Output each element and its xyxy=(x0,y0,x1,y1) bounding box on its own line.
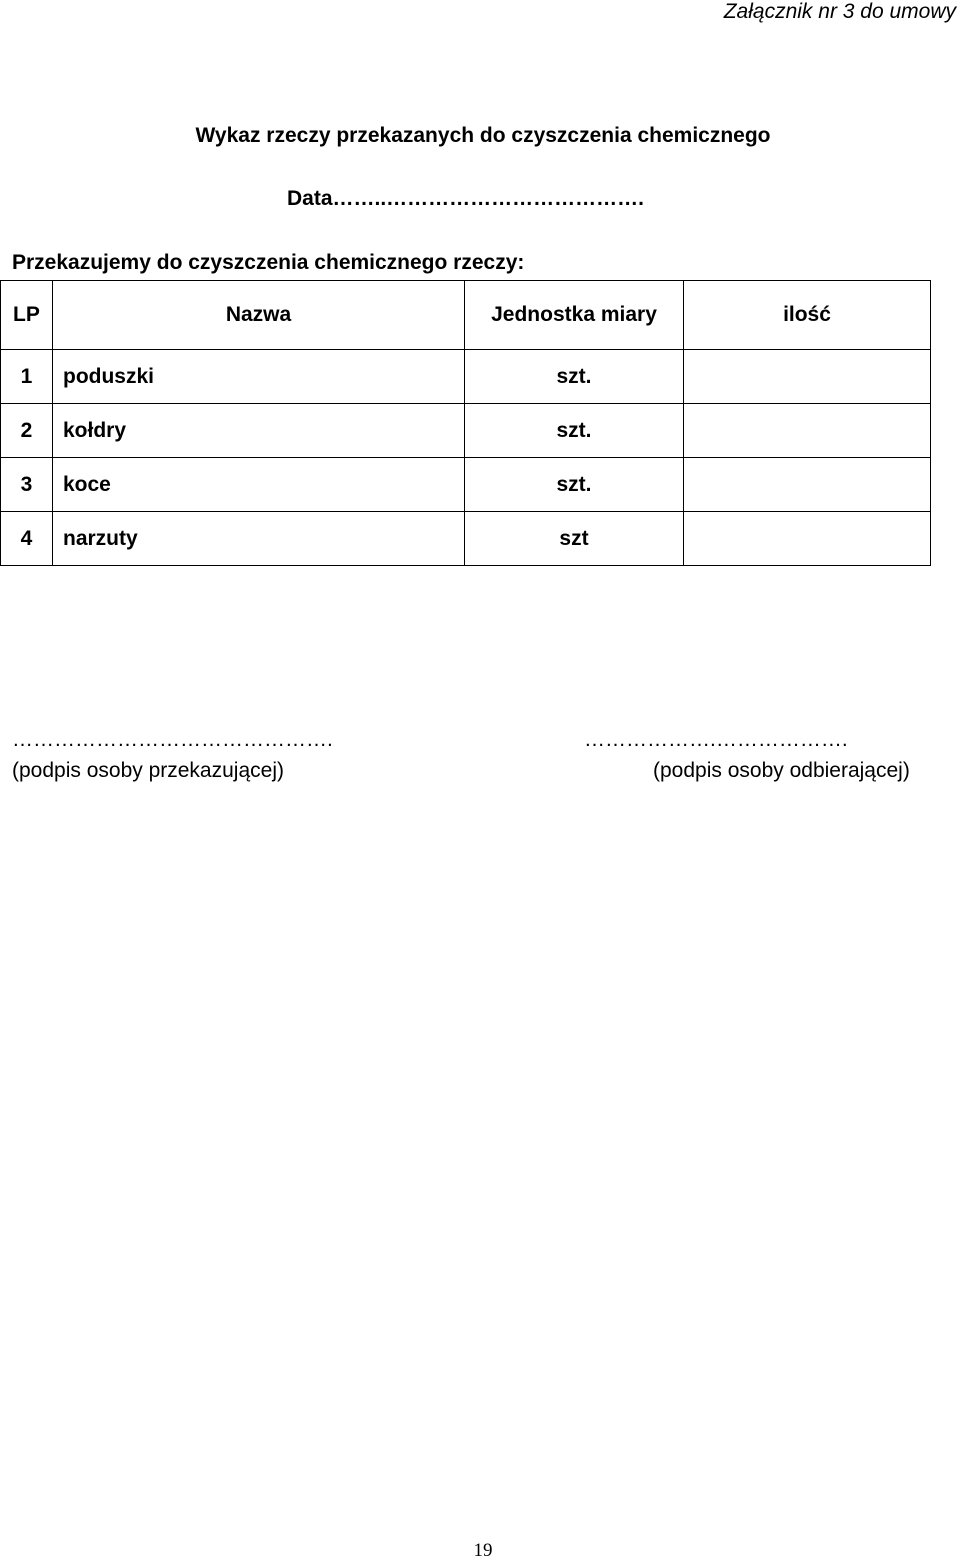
row-lp: 3 xyxy=(1,458,53,512)
row-name: narzuty xyxy=(53,512,465,566)
table-header-row xyxy=(1,281,931,350)
intro-text: Przekazujemy do czyszczenia chemicznego rzeczy: xyxy=(12,251,525,274)
row-name: poduszki xyxy=(53,350,465,404)
row-unit: szt. xyxy=(465,458,684,512)
row-unit: szt. xyxy=(465,404,684,458)
row-name: kołdry xyxy=(53,404,465,458)
items-table xyxy=(0,280,931,566)
signature-line-left: ………………………………………. xyxy=(12,728,333,751)
attachment-label: Załącznik nr 3 do umowy xyxy=(723,0,956,23)
row-name: koce xyxy=(53,458,465,512)
row-unit: szt. xyxy=(465,350,684,404)
date-line: Data……..………………………………. xyxy=(287,187,645,210)
header-lp: LP xyxy=(1,281,53,350)
signature-line-right: ……………….………………. xyxy=(584,728,848,751)
row-unit: szt xyxy=(465,512,684,566)
table-row xyxy=(1,458,931,512)
table-row xyxy=(1,512,931,566)
row-quantity-cell[interactable] xyxy=(684,404,931,458)
header-name: Nazwa xyxy=(53,281,465,350)
row-quantity-cell[interactable] xyxy=(684,512,931,566)
page-number: 19 xyxy=(473,1540,493,1561)
header-unit: Jednostka miary xyxy=(465,281,684,350)
signature-label-right: (podpis osoby odbierającej) xyxy=(653,759,910,782)
document-title: Wykaz rzeczy przekazanych do czyszczenia chemicznego xyxy=(195,124,771,147)
signature-label-left: (podpis osoby przekazującej) xyxy=(12,759,284,782)
row-lp: 1 xyxy=(1,350,53,404)
row-lp: 2 xyxy=(1,404,53,458)
table-row xyxy=(1,350,931,404)
row-quantity-cell[interactable] xyxy=(684,350,931,404)
row-lp: 4 xyxy=(1,512,53,566)
header-quantity: ilość xyxy=(684,281,931,350)
table-row xyxy=(1,404,931,458)
row-quantity-cell[interactable] xyxy=(684,458,931,512)
